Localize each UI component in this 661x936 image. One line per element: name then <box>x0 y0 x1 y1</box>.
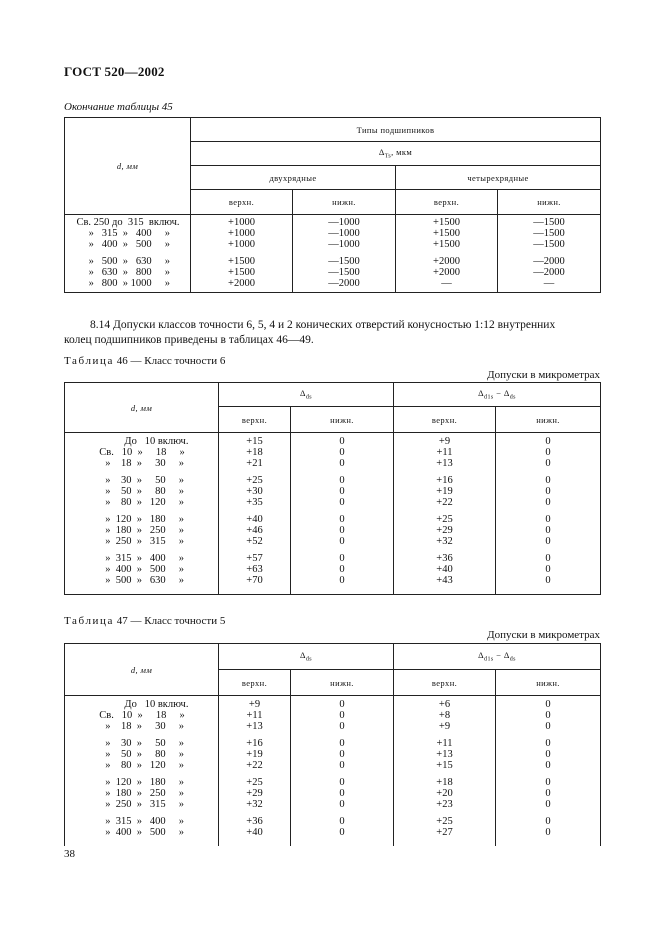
header-upper: верхн. <box>396 190 498 215</box>
header-four-row: четырехрядные <box>396 166 601 190</box>
header-double-row: двухрядные <box>191 166 396 190</box>
table46-d-column: До 10 включ. Св. 10 » 18 » » 18 » 30 » » 30 » 50 » » 50 » 80 » » 80 » 120 » » 120 » 180 » » 180 » 250 » » 250 » 315 » » 315 » 400 » » 400 » 500 » » 500 » 630 » <box>65 433 219 595</box>
table-45 <box>64 117 601 293</box>
table45-col-lower-double: —1000 —1000 —1000 —1500 —1500 —2000 <box>293 215 396 293</box>
column-header-d: d, мм <box>65 118 191 215</box>
table47-units: Допуски в микрометрах <box>487 629 600 641</box>
header-delta-ds: $\Delta_{ds}$ <box>219 383 394 407</box>
header-upper: верхн. <box>394 670 496 696</box>
header-delta-ds: $\Delta_{ds}$ <box>219 644 394 670</box>
table45-col-upper-double: +1000 +1000 +1000 +1500 +1500 +2000 <box>191 215 293 293</box>
header-upper: верхн. <box>219 670 291 696</box>
column-header-d: d, мм <box>65 383 219 433</box>
document-title: ГОСТ 520—2002 <box>64 64 165 79</box>
paragraph-8-14-line2: колец подшипников приведены в таблицах 46—49. <box>64 334 314 346</box>
table45-col-upper-four: +1500 +1500 +1500 +2000 +2000 — <box>396 215 498 293</box>
table46-col-ds-lower: 0 0 0 0 0 0 0 0 0 0 0 0 <box>291 433 394 595</box>
table46-col-ds-upper: +15 +18 +21 +25 +30 +35 +40 +46 +52 +57 +63 +70 <box>219 433 291 595</box>
header-bearing-types: Типы подшипников <box>191 118 601 142</box>
header-delta-d1s-minus-ds: $\Delta_{d1s} - \Delta_{ds}$ <box>394 383 601 407</box>
header-lower: нижн. <box>291 407 394 433</box>
table46-col-d1s-upper: +9 +11 +13 +16 +19 +22 +25 +29 +32 +36 +40 +43 <box>394 433 496 595</box>
table47-col-ds-upper: +9 +11 +13 +16 +19 +22 +25 +29 +32 +36 +40 <box>219 696 291 846</box>
table47-col-d1s-lower: 0 0 0 0 0 0 0 0 0 0 0 <box>496 696 601 846</box>
table47-col-d1s-upper: +6 +8 +9 +11 +13 +15 +18 +20 +23 +25 +27 <box>394 696 496 846</box>
page-number: 38 <box>64 848 75 860</box>
table47-col-ds-lower: 0 0 0 0 0 0 0 0 0 0 0 <box>291 696 394 846</box>
table46-caption: Таблица 46 — Класс точности 6 <box>64 355 226 367</box>
table-47 <box>64 643 601 846</box>
table-46 <box>64 382 601 595</box>
table45-caption: Окончание таблицы 45 <box>64 101 173 113</box>
column-header-d: d, мм <box>65 644 219 696</box>
table45-d-column: Св. 250 до 315 включ. » 315 » 400 » » 400 » 500 » » 500 » 630 » » 630 » 800 » » 800 » 1000 » <box>65 215 191 293</box>
paragraph-8-14-line1: 8.14 Допуски классов точности 6, 5, 4 и 2 конических отверстий конусностью 1:12 внутренних <box>90 319 556 331</box>
table47-caption: Таблица 47 — Класс точности 5 <box>64 615 226 627</box>
header-delta-ts: $\Delta_{Ts}$, мкм <box>191 142 601 166</box>
header-lower: нижн. <box>291 670 394 696</box>
header-upper: верхн. <box>191 190 293 215</box>
table46-col-d1s-lower: 0 0 0 0 0 0 0 0 0 0 0 0 <box>496 433 601 595</box>
table45-col-lower-four: —1500 —1500 —1500 —2000 —2000 — <box>498 215 601 293</box>
header-upper: верхн. <box>219 407 291 433</box>
table46-units: Допуски в микрометрах <box>487 369 600 381</box>
header-lower: нижн. <box>293 190 396 215</box>
header-lower: нижн. <box>498 190 601 215</box>
header-lower: нижн. <box>496 407 601 433</box>
header-lower: нижн. <box>496 670 601 696</box>
header-upper: верхн. <box>394 407 496 433</box>
header-delta-d1s-minus-ds: $\Delta_{d1s} - \Delta_{ds}$ <box>394 644 601 670</box>
table47-d-column: До 10 включ. Св. 10 » 18 » » 18 » 30 » » 30 » 50 » » 50 » 80 » » 80 » 120 » » 120 » 180 » » 180 » 250 » » 250 » 315 » » 315 » 400 » » 400 » 500 » <box>65 696 219 846</box>
